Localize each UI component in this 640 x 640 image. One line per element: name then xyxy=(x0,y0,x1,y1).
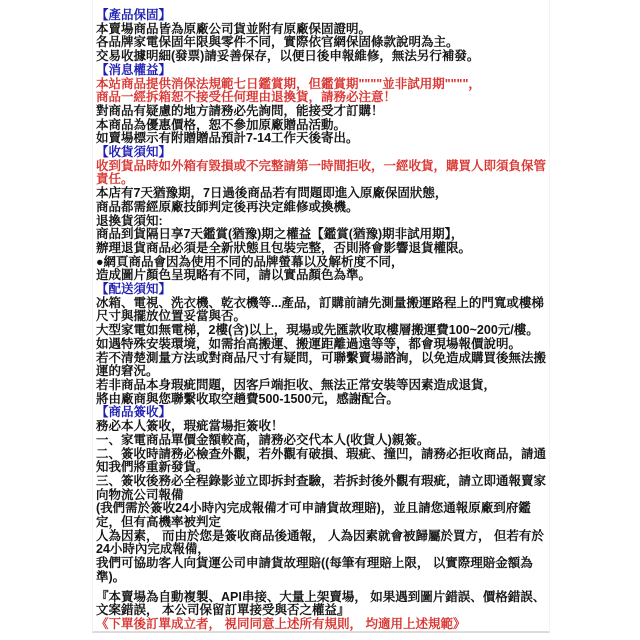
policy-text xyxy=(96,9,549,632)
section-title: 【消息權益】 xyxy=(96,62,172,77)
text-line: 造成圖片顏色呈現略有不同，請以實品顏色為準。 xyxy=(96,268,372,283)
text-line: 退換貨須知: xyxy=(96,213,163,228)
text-line: 準)。 xyxy=(96,569,126,584)
text-line: 二、簽收時請務必檢查外觀，若外觀有破損、瑕疵、撞凹，請務必拒收商品，請通 xyxy=(96,446,547,461)
text-line: 本店有7天猶豫期，7日過後商品若有問題即進入原廠保固狀態， xyxy=(96,186,448,201)
text-line: 尺寸與擺放位置妥當與否。 xyxy=(96,309,247,324)
text-line: 一、家電商品單價金額較高，請務必交代本人(收貨人)親簽。 xyxy=(96,432,430,447)
text-line: ●網頁商品會因為使用不同的品牌螢幕以及解析度不同， xyxy=(96,254,404,269)
text-line: 本站商品提供消保法規範七日鑑賞期，但鑑賞期""""並非試用期""""， xyxy=(96,76,481,91)
text-line: 對商品有疑慮的地方請務必先詢問，能接受才訂購！ xyxy=(96,103,384,118)
section-title: 【商品簽收】 xyxy=(96,405,172,420)
text-line: 務必本人簽收，瑕疵當場拒簽收！ xyxy=(96,419,284,434)
policy-panel xyxy=(92,0,550,633)
text-line: 商品一經拆箱恕不接受任何理由退換貨，請務必注意！ xyxy=(96,90,397,105)
text-line: 收到貨品時如外箱有毀損或不完整請第一時間拒收，一經收貨，購買人即須負保管 xyxy=(96,158,547,173)
text-line: 向物流公司報備 xyxy=(96,487,184,502)
text-line: 本商品為優惠價格，恕不參加原廠贈品活動。 xyxy=(96,117,347,132)
section-title: 【產品保固】 xyxy=(96,8,172,22)
footer-line: 『本賣場為自動複製、API串接、大量上架賣場， 如果遇到圖片錯誤、價格錯誤、 xyxy=(96,589,546,604)
footer-line: 文案錯誤， 本公司保留訂單接受與否之權益』 xyxy=(96,603,350,618)
text-line: 辦理退貨商品必須是全新狀態且包裝完整，否則將會影響退貨權限。 xyxy=(96,240,472,255)
text-line: 運的窘況。 xyxy=(96,364,159,379)
text-line: 冰箱、電視、洗衣機、乾衣機等...產品，訂購前請先測量搬運路程上的門寬或樓梯 xyxy=(96,295,544,310)
text-line: 若不清楚測量方法或對商品尺寸有疑問，可聯繫賣場諮詢，以免造成購買後無法搬 xyxy=(96,350,547,365)
text-line: 三、簽收後務必全程錄影並立即拆封查驗，若拆封後外觀有瑕疵，請立即通報賣家 xyxy=(96,473,547,488)
text-line: 定，但有高機率被判定 xyxy=(96,515,222,530)
text-line: 如遇特殊安裝環境，如需抬高搬運、搬運距離過遠等等，都會現場報價說明。 xyxy=(96,336,522,351)
text-line: 本賣場商品皆為原廠公司貨並附有原廠保固證明。 xyxy=(96,21,372,36)
text-line: 將由廠商與您聯繫收取空趟費500-1500元，感謝配合。 xyxy=(96,391,399,406)
text-line: 若非商品本身瑕疵問題，因客戶端拒收、無法正常安裝等因素造成退貨， xyxy=(96,377,497,392)
text-line: 我們可協助客人向貨運公司申請貨故理賠((每筆有理賠上限， 以實際理賠金額為 xyxy=(96,556,533,571)
text-line: 責任。 xyxy=(96,172,134,187)
text-line: 商品到貨隔日享7天鑑賞(猶豫)期之權益【鑑賞(猶豫)期非試用期】， xyxy=(96,227,464,242)
text-line: 各品牌家電保固年限與零件不同，實際依官網保固條款說明為主。 xyxy=(96,35,459,50)
section-title: 【收貨須知】 xyxy=(96,145,172,160)
text-line: 如賣場標示有附贈贈品預計7-14工作天後寄出。 xyxy=(96,131,359,146)
text-line: 商品都需經原廠技師判定後再決定維修或換機。 xyxy=(96,199,359,214)
text-line: 大型家電如無電梯，2樓(含)以上，現場或先匯款收取樓層搬運費100~200元/樓。 xyxy=(96,323,539,338)
text-line: 知我們將重新發貨。 xyxy=(96,460,209,475)
text-line: (我們需於簽收24小時內完成報備才可申請貨故理賠)，並且請您通報原廠到府鑑 xyxy=(96,501,531,516)
text-line: 交易收據明細(發票)請妥善保存，以便日後申報維修，無法另行補發。 xyxy=(96,49,480,64)
section-title: 【配送須知】 xyxy=(96,282,172,297)
footer-line: 《下單後訂單成立者， 視同同意上述所有規則， 均適用上述規範》 xyxy=(96,616,466,631)
text-line: 人為因素， 而由於您是簽收商品後通報， 人為因素就會被歸屬於買方， 但若有於 xyxy=(96,528,544,543)
text-line: 24小時內完成報備， xyxy=(96,542,210,557)
